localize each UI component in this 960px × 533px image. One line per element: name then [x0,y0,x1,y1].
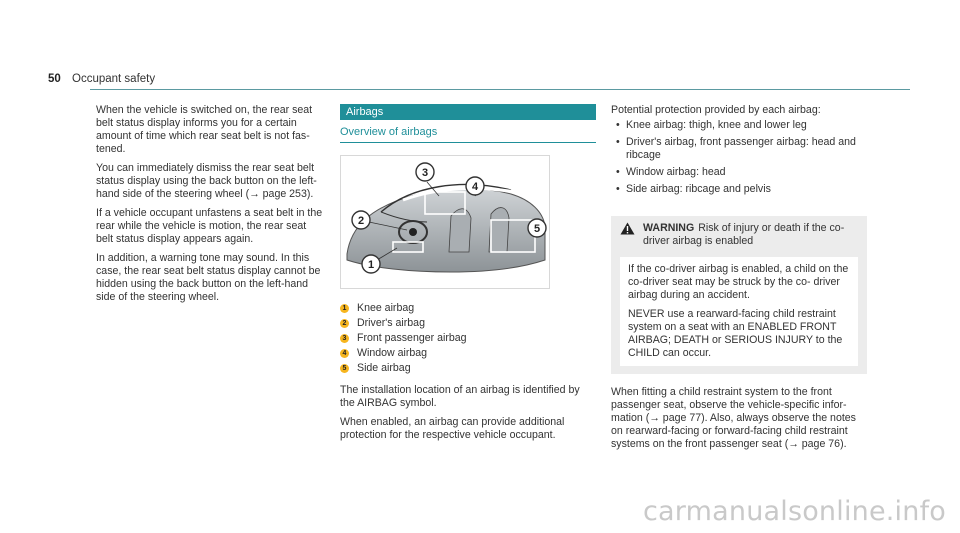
legend-badge: 2 [340,319,349,328]
left-column [96,104,324,310]
list-item: • Knee airbag: thigh, knee and lower leg [611,119,867,132]
warning-paragraph: NEVER use a rearward-facing child restraint system on a seat with an ENABLED FRONT AIRBAG; DEATH or SERIOUS INJURY to the CHILD can occur. [628,308,843,359]
warning-header [620,222,858,248]
paragraph: You can immediately dismiss the rear seat belt status display using the back button on the left- hand side of the steering wheel (→ page 253). [96,162,317,200]
figure-legend [340,301,596,376]
protection-list [611,119,867,196]
list-item: • Window airbag: head [611,166,867,179]
subsection-title: Overview of airbags [340,126,596,143]
warning-summary: Risk of injury or death if the co- driver airbag is enabled [643,222,845,247]
legend-item [340,361,596,376]
legend-item [340,301,596,316]
legend-label: Side airbag [357,362,411,374]
callout-label: 4 [471,181,479,193]
callout-label: 2 [357,215,365,227]
middle-column [340,104,596,448]
driver-airbag-mark [409,228,417,236]
front-seat [449,209,471,252]
paragraph: In addition, a warning tone may sound. In this case, the rear seat belt status display cannot be hidden using the back button on the left-hand side of the steering wheel. [96,252,321,303]
legend-badge: 1 [340,304,349,313]
right-column [611,104,867,457]
legend-badge: 3 [340,334,349,343]
page-number: 50 [48,73,61,85]
list-item: • Driver's airbag, front passenger airbag: head and ribcage [611,136,867,162]
paragraph: If a vehicle occupant unfastens a seat belt in the rear while the vehicle is motion, the rear seat belt status display appears again. [96,207,323,245]
legend-item [340,316,596,331]
header-rule [90,89,910,90]
paragraph: When fitting a child restraint system to the front passenger seat, observe the vehicle-specific infor- mation (→ page 77). Also, always observe the notes on rearward-facing or forward-facing child restraint systems on the front passenger seat (→ page 76). [611,386,856,450]
callout-5 [528,219,546,237]
callout-label: 5 [533,223,541,235]
section-title: Airbags [340,104,596,120]
callout-4 [466,177,484,196]
car-interior-illustration [341,156,549,288]
protection-intro: Potential protection provided by each airbag: [611,104,821,116]
warning-body [620,257,858,366]
callout-label: 1 [367,259,375,271]
legend-label: Driver's airbag [357,317,425,329]
legend-label: Front passenger airbag [357,332,467,344]
warning-triangle-icon [620,222,635,235]
legend-label: Window airbag [357,347,428,359]
section-name: Occupant safety [72,73,156,85]
paragraph: When the vehicle is switched on, the rear seat belt status display informs you for a certain amount of time which rear seat belt is not fas- tened. [96,104,313,155]
warning-paragraph: If the co-driver airbag is enabled, a child on the co-driver seat may be struck by the co- driver airbag during an accident. [628,263,849,301]
rear-seat [489,208,509,252]
callout-label: 3 [421,167,429,179]
list-item: • Side airbag: ribcage and pelvis [611,183,867,196]
legend-badge: 4 [340,349,349,358]
paragraph: The installation location of an airbag is identified by the AIRBAG symbol. [340,384,580,409]
warning-title: WARNING [643,222,695,234]
watermark: carmanualsonline.info [643,496,946,527]
legend-label: Knee airbag [357,302,415,314]
paragraph: When enabled, an airbag can provide additional protection for the respective vehicle occupant. [340,416,565,441]
legend-item [340,346,596,361]
page-header [48,73,155,85]
airbag-diagram [340,155,550,289]
legend-badge: 5 [340,364,349,373]
warning-box [611,216,867,374]
legend-item [340,331,596,346]
